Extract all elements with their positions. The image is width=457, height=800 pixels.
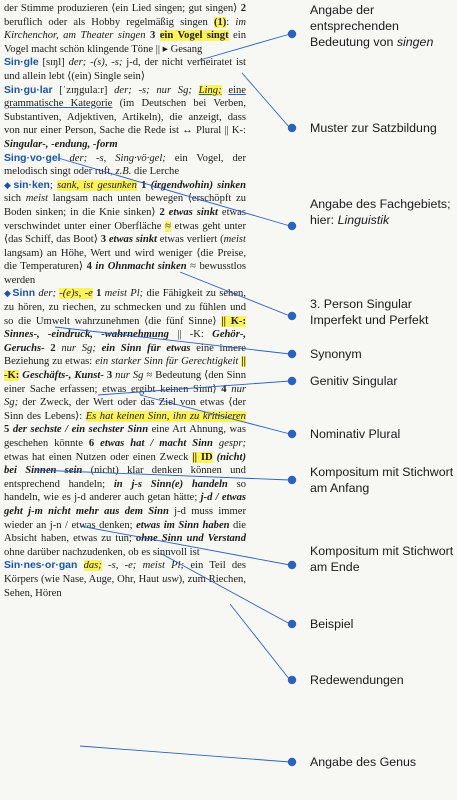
entry-sinn: ◆Sinn der; -(e)s, -e 1 meist Pl; die Fähigkeit zu sehen, zu hören, zu riechen, zu schmecken und zu fühlen und so die Umwelt wahrzunehmen ⟨die fünf Sinne⟩ || K-: Sinnes-, -eindruck, -wahrnehmung || -K: Gehör-, Geruchs- 2 nur Sg; ein Sinn für etwas eine innere Beziehung zu etwas: ein starker Sinn für Gerechtigkeit || -K: Geschäfts-, Kunst- 3 nur Sg ≈ Bedeutung ⟨den Sinn einer Sache erfassen; etwas ergibt keinen Sinn⟩ 4 nur Sg; der Zweck, der Wert oder das Ziel von etwas ⟨der Sinn des Lebens⟩: Es hat keinen Sinn, ihn zu kritisieren 5 der sechste / ein sechster Sinn eine Art Ahnung, was geschehen könnte 6 etwas hat / macht Sinn gespr; etwas hat einen Nutzen oder einen Zweck || ID (nicht) bei Sinnen sein (nicht) klar denken können und entsprechend handeln; in j-s Sinn(e) handeln so handeln, wie es j-d anderer auch getan hätte; j-d / etwas geht j-m nicht mehr aus dem Sinn j-d muss immer wieder an j-n / etwas denken; etwas im Sinn haben die Absicht haben, etwas zu tun; ohne Sinn und Verstand ohne darüber nachzudenken, ob es sinnvoll ist [4, 288, 247, 558]
annotation-genitive: Genitiv Singular [310, 374, 398, 388]
annotation-idioms: Redewendungen [310, 673, 404, 687]
annotation-meaning: Angabe der entsprechenden Bedeutung von singen [310, 3, 434, 49]
entry-single: Sin·gle [sɪŋl] der; -(s), -s; j-d, der nicht verheiratet ist und allein lebt ⟨(ein) Single sein⟩ [4, 57, 247, 82]
annotation-gender: Angabe des Genus [310, 755, 417, 769]
annotation-nom-plural: Nominativ Plural [310, 427, 401, 441]
annotation-compound-start: Kompositum mit Stichwort am Anfang [310, 465, 454, 495]
annotation-third-person: 3. Person Singular Imperfekt und Perfekt [310, 297, 429, 327]
headword: sin·ken [13, 179, 50, 191]
entry-singvogel: Sing·vo·gel der; -s, Sing·vö·gel; ein Vogel, der melodisch singt oder ruft, z.B. die Lerche [4, 152, 246, 178]
annotation-pattern: Muster zur Satzbildung [310, 121, 437, 135]
headword: Sing·vo·gel [4, 152, 61, 164]
headword: Sin·gu·lar [4, 84, 53, 96]
headword: Sinn [12, 288, 36, 300]
entry-singular: Sin·gu·lar [ˈzɪŋgulaːr] der; -s; nur Sg; Ling; eine grammatische Kategorie (im Deutschen bei Verben, Substantiven, Adjektiven, Artikeln), die anzeigt, dass von nur einer Person, Sache die Rede ist ↔ Plural || K-: Singular-, -endung, -form [4, 84, 246, 150]
annotation-field: Angabe des Fachgebiets; hier: Linguistik [310, 197, 451, 227]
entry-sinnesorgan: Sin·nes·or·gan das; -s, -e; meist Pl; ein Teil des Körpers (wie Nase, Auge, Ohr, Haut usw), zum Riechen, Sehen, Hören [4, 560, 246, 599]
headword: Sin·nes·or·gan [4, 560, 78, 572]
annotation-synonym: Synonym [310, 347, 362, 361]
annotation-compound-end: Kompositum mit Stichwort am Ende [310, 544, 454, 574]
headword: Sin·gle [4, 57, 39, 69]
entry-sinken: ◆sin·ken; sank, ist gesunken 1 (irgendwohin) sinken sich meist langsam nach unten bewegen ⟨erschöpft zu Boden sinken; in die Knie sinken⟩ 2 etwas sinkt etwas verschwindet unter einer Oberfläche ≈ etwas geht unter ⟨das Schiff, das Boot⟩ 3 etwas sinkt etwas verliert (meist langsam) an Höhe, Wert und wird weniger ⟨die Preise, die Temperaturen⟩ 4 in Ohnmacht sinken ≈ bewusstlos werden [4, 179, 247, 286]
annotation-example: Beispiel [310, 617, 354, 631]
entry-singen-continuation: der Stimme produzieren ⟨ein Lied singen; gut singen⟩ 2 beruflich oder als Hobby regelmäßig singen (1): im Kirchenchor, am Theater singen 3 ein Vogel singt ein Vogel macht schön klingende Töne || ▸ Gesang [4, 3, 246, 55]
